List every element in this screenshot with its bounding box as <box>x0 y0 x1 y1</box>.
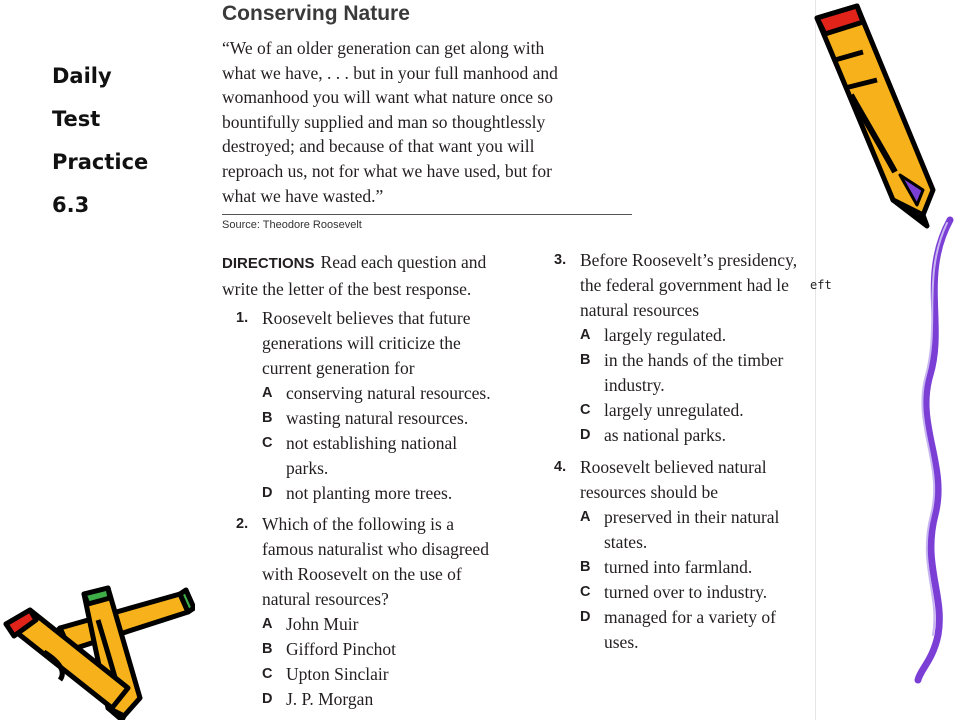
option-text: Gifford Pinchot <box>286 639 397 659</box>
option-letter: C <box>262 666 273 682</box>
question-2 <box>236 512 536 717</box>
question-text: Which of the following is a <box>262 514 454 534</box>
crossed-pencils-clipart <box>0 580 195 720</box>
option-text: turned over to industry. <box>604 582 768 602</box>
title-line-test: Test <box>52 107 101 131</box>
question-text: resources should be <box>580 482 719 502</box>
quote-line: womanhood you will want what nature once so <box>222 87 553 108</box>
pencil-clipart-top-right <box>805 0 945 230</box>
question-text: Before Roosevelt’s presidency, <box>580 250 798 270</box>
cutoff-text: eft <box>810 278 832 292</box>
option-letter: B <box>262 410 273 426</box>
question-1 <box>236 306 536 506</box>
option-text: parks. <box>286 458 329 478</box>
title-line-number: 6.3 <box>52 193 90 217</box>
quote-source: Source: Theodore Roosevelt <box>222 219 362 231</box>
option-letter: C <box>580 402 591 418</box>
question-text: natural resources <box>580 300 700 320</box>
option-text: uses. <box>604 632 639 652</box>
quote-line: destroyed; and because of that want you will <box>222 136 535 157</box>
directions-text: write the letter of the best response. <box>222 278 472 299</box>
purple-squiggle-line <box>900 215 958 685</box>
question-number: 2. <box>236 516 249 532</box>
option-text: as national parks. <box>604 425 726 445</box>
quote-line: reproach us, not for what we have used, but for <box>222 160 552 181</box>
option-letter: A <box>262 616 273 632</box>
title-line-practice: Practice <box>52 150 149 174</box>
question-number: 4. <box>554 459 567 475</box>
option-text: largely regulated. <box>604 325 727 345</box>
question-text: current generation for <box>262 358 415 378</box>
option-text: not planting more trees. <box>286 483 453 503</box>
option-letter: B <box>580 559 591 575</box>
directions-label: DIRECTIONS <box>222 255 315 272</box>
option-letter: A <box>580 327 591 343</box>
option-letter: B <box>580 352 591 368</box>
option-text: wasting natural resources. <box>286 408 469 428</box>
option-text: in the hands of the timber <box>604 350 784 370</box>
quote-line: bountifully supplied and man so thoughtlessly <box>222 111 546 132</box>
question-4 <box>554 455 810 655</box>
question-text: the federal government had le <box>580 275 789 295</box>
option-text: largely unregulated. <box>604 400 744 420</box>
option-letter: D <box>262 485 273 501</box>
worksheet-heading: Conserving Nature <box>222 2 410 25</box>
option-text: turned into farmland. <box>604 557 753 577</box>
roosevelt-quote <box>222 36 622 208</box>
option-text: managed for a variety of <box>604 607 777 627</box>
question-text: Roosevelt believes that future <box>262 308 471 328</box>
question-text: famous naturalist who disagreed <box>262 539 489 559</box>
option-letter: A <box>262 385 273 401</box>
source-divider <box>222 214 632 215</box>
option-text: J. P. Morgan <box>286 689 374 709</box>
option-text: industry. <box>604 375 665 395</box>
option-letter: B <box>262 641 273 657</box>
question-number: 1. <box>236 310 249 326</box>
quote-line: what we have, . . . but in your full manhood and <box>222 62 558 83</box>
option-text: conserving natural resources. <box>286 383 491 403</box>
directions-text: Read each question and <box>320 252 487 272</box>
option-letter: D <box>262 691 273 707</box>
quote-line: what we have wasted.” <box>222 185 384 206</box>
directions <box>222 250 527 301</box>
option-letter: D <box>580 609 591 625</box>
option-letter: C <box>580 584 591 600</box>
option-text: John Muir <box>286 614 359 634</box>
option-text: preserved in their natural <box>604 507 780 527</box>
option-text: not establishing national <box>286 433 458 453</box>
question-text: generations will criticize the <box>262 333 461 353</box>
question-3 <box>554 248 810 448</box>
option-text: states. <box>604 532 648 552</box>
option-letter: A <box>580 509 591 525</box>
question-number: 3. <box>554 252 567 268</box>
pencil-icon <box>817 6 933 226</box>
option-letter: D <box>580 427 591 443</box>
question-text: Roosevelt believed natural <box>580 457 767 477</box>
option-letter: C <box>262 435 273 451</box>
title-line-daily: Daily <box>52 64 112 88</box>
quote-line: “We of an older generation can get along with <box>222 38 545 58</box>
option-text: Upton Sinclair <box>286 664 389 684</box>
question-text: natural resources? <box>262 589 389 609</box>
question-text: with Roosevelt on the use of <box>262 564 462 584</box>
